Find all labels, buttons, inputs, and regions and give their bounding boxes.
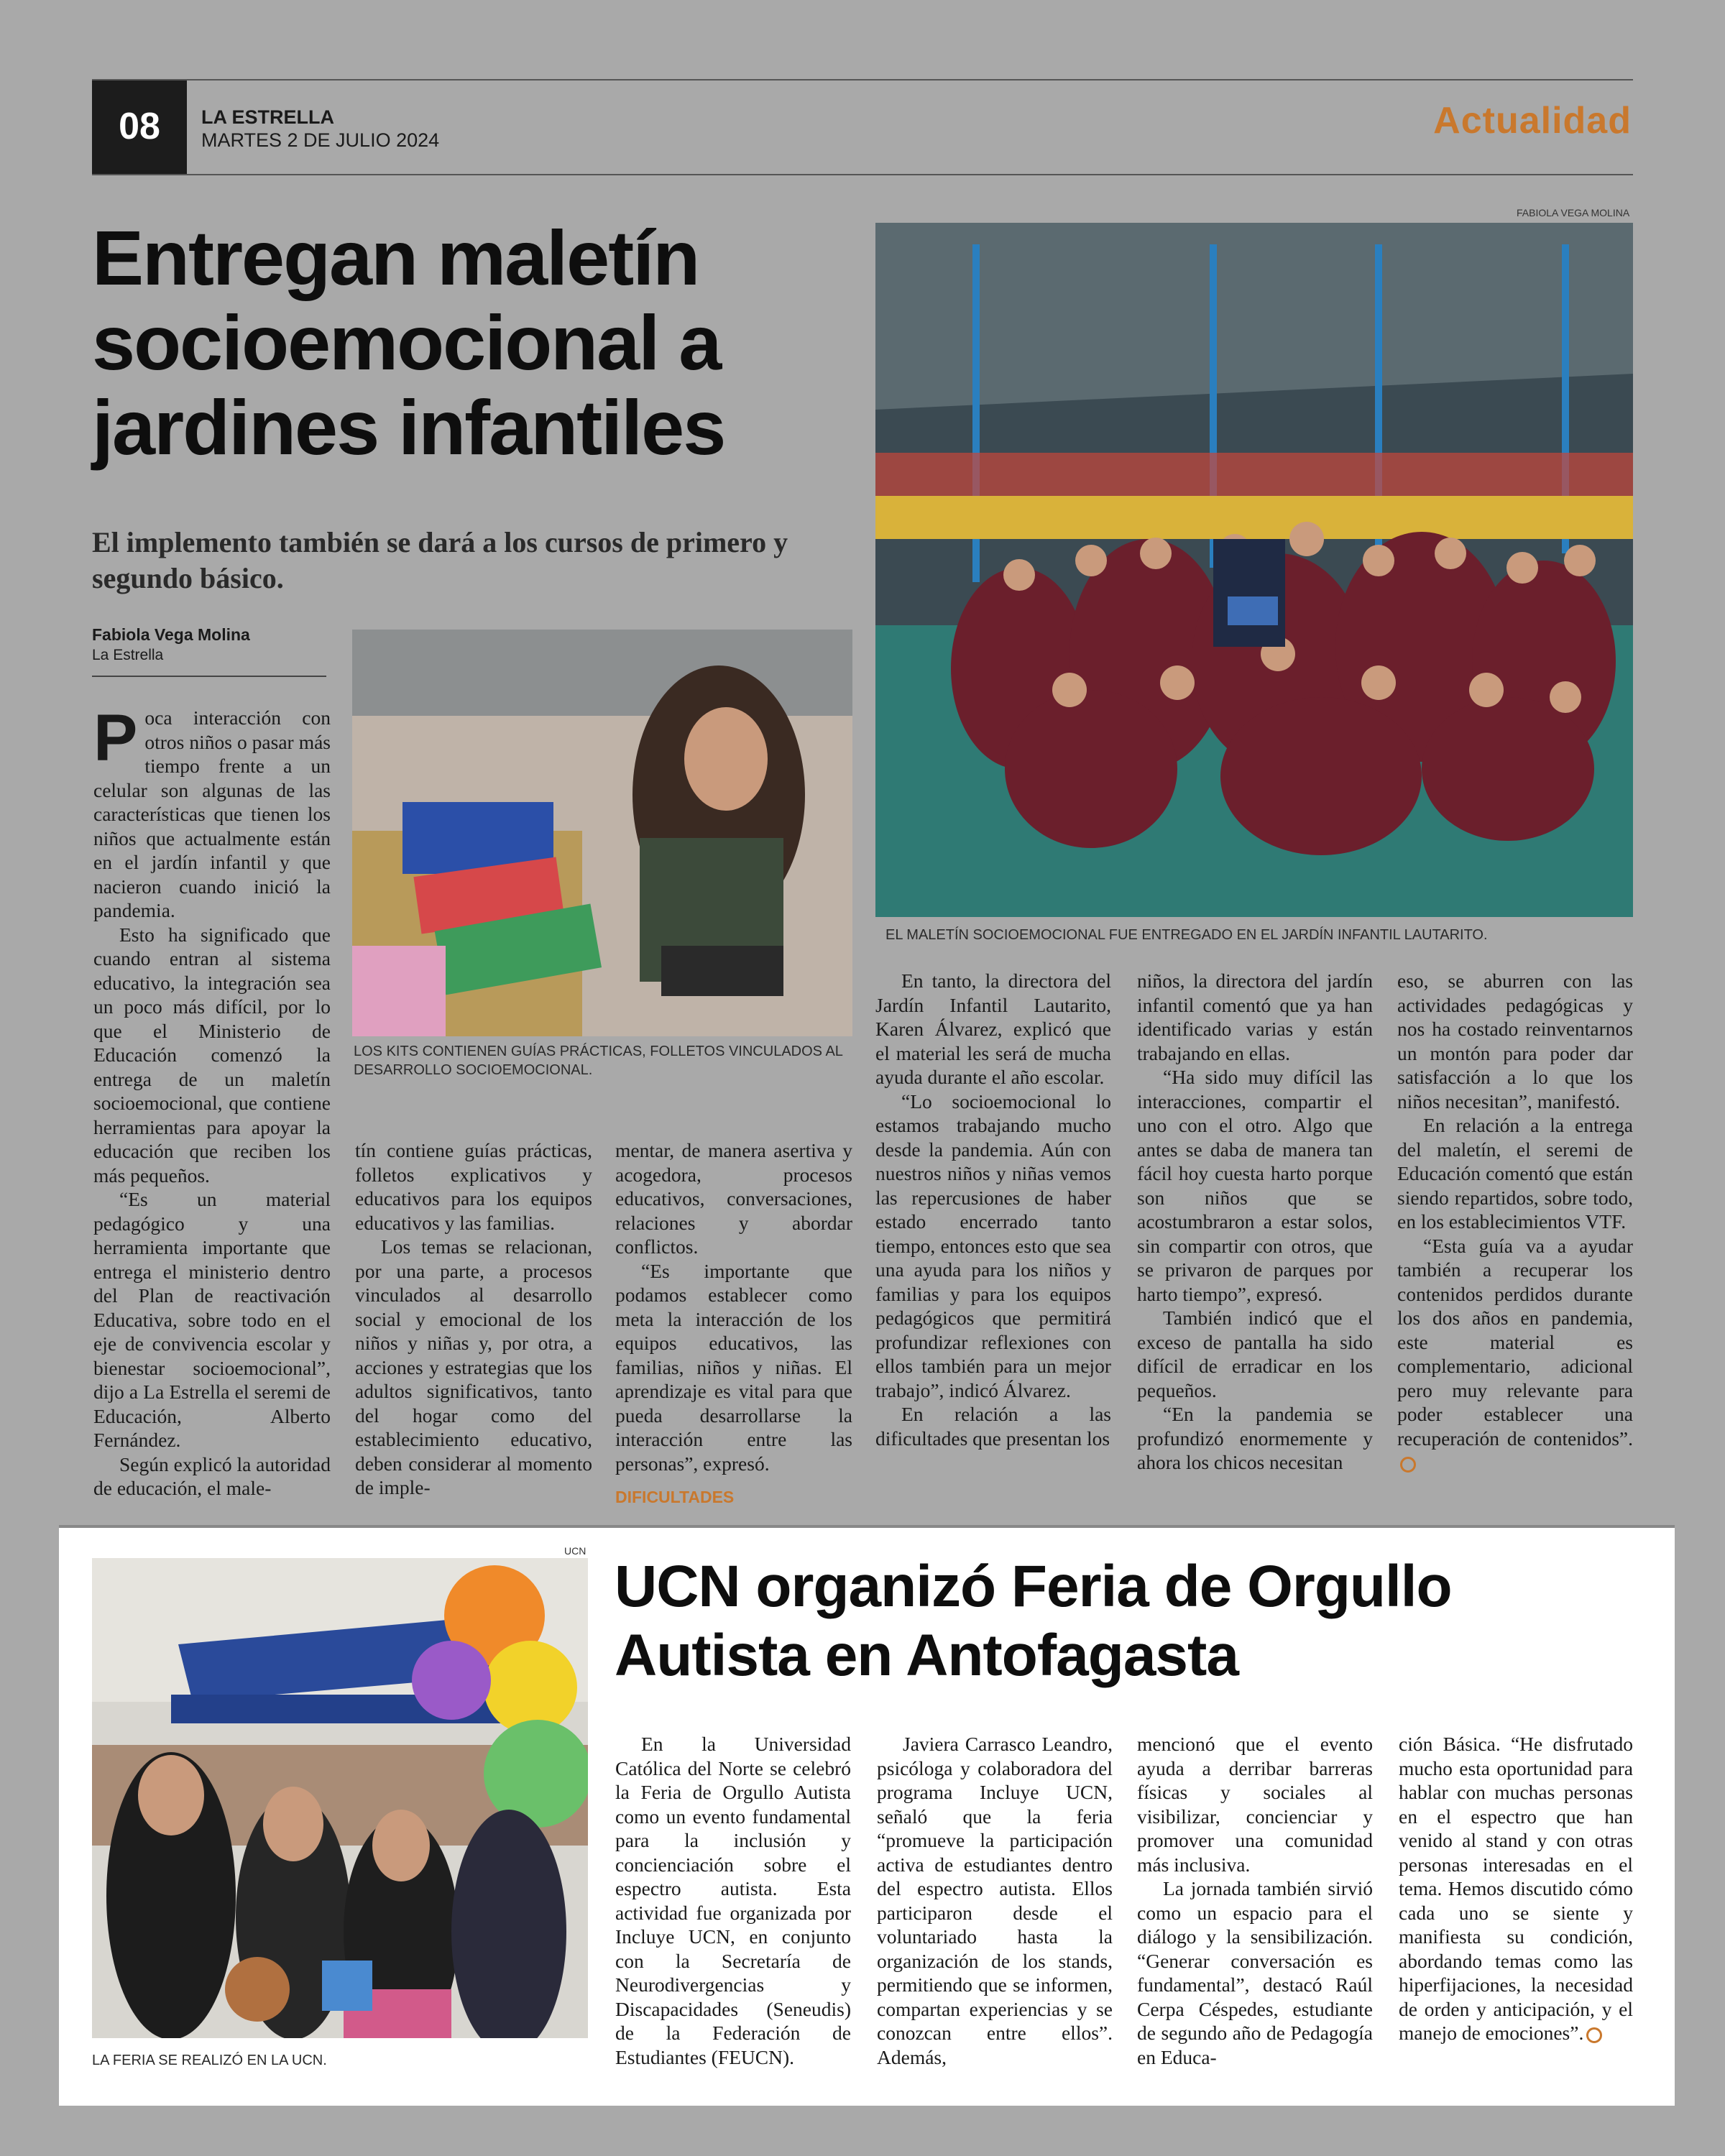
- paragraph: “Lo socioemocional lo estamos trabajando mucho desde la pandemia. Aún con nuestros niños y niñas vemos las repercusiones de haber estado encerrado tanto tiempo, entonces esto que sea una ayuda para los niños y familias y para los equipos pedagógicos que permitirá profundizar reflexiones con ellos también para un mejor trabajo”, indicó Álvarez.: [875, 1089, 1111, 1401]
- paragraph: “Esta guía va a ayudar también a recuperar los contenidos perdidos durante los dos años en pandemia, este material es complementario, adicional pero muy relevante para poder establecer una recuperación de contenidos”.: [1397, 1234, 1633, 1450]
- headline-line: UCN organizó Feria de Orgullo: [615, 1554, 1452, 1619]
- paragraph: “Ha sido muy difícil las interacciones, compartir el uno con el otro. Algo que antes se daba de manera tan fácil hoy cuesta harto porque son niños que se acostumbraron a estar solos, sin compartir con otros, que se privaron de parques por harto tiempo”, expresó.: [1137, 1066, 1373, 1305]
- photo-credit: FABIOLA VEGA MOLINA: [1517, 207, 1630, 218]
- paragraph: eso, se aburren con las actividades pedagógicas y nos ha costado reinventarnos un montón para poder dar satisfacción a lo que los niños necesitan”, manifestó.: [1397, 969, 1633, 1112]
- sidebar-column-1: [615, 1732, 851, 2069]
- paragraph: “En la pandemia se profundizó enormemente y ahora los chicos necesitan: [1137, 1403, 1373, 1473]
- end-mark-icon: [1400, 1457, 1416, 1473]
- drop-cap: P: [93, 701, 138, 775]
- paragraph: En la Universidad Católica del Norte se celebró la Feria de Orgullo Autista como un evento fundamental para la inclusión y concienciación sobre el espectro autista. Esta actividad fue organizada por Incluye UCN, en conjunto con la Secretaría de Neurodivergencias y Discapacidades (Seneudis) de la Federación de Estudiantes (FEUCN).: [615, 1733, 851, 2068]
- issue-date: MARTES 2 DE JULIO 2024: [201, 129, 440, 151]
- paragraph: niños, la directora del jardín infantil comentó que ya han identificado varias y están trabajando en ellas.: [1137, 969, 1373, 1064]
- author-org: La Estrella: [92, 647, 164, 663]
- paragraph: Esto ha significado que cuando entran al sistema educativo, la integración sea un poco más difícil, por lo que el Ministerio de Educación comenzó la entrega de un maletín socioemocional, que contiene herramientas para apoyar la educación que reciben los más pequeños.: [93, 923, 331, 1187]
- paragraph: También indicó que el exceso de pantalla ha sido difícil de erradicar en los pequeños.: [1137, 1307, 1373, 1401]
- paragraph: En relación a la entrega del maletín, el seremi de Educación comentó que están siendo repartidos, sobre todo, en los establecimientos VTF.: [1397, 1114, 1633, 1233]
- article-column-4: [875, 969, 1111, 1450]
- paragraph: tín contiene guías prácticas, folletos explicativos y educativos para los equipos educativos y las familias.: [355, 1139, 592, 1234]
- article-headline: [92, 216, 840, 470]
- newspaper-name: LA ESTRELLA: [201, 106, 334, 128]
- paragraph: En tanto, la directora del Jardín Infantil Lautarito, Karen Álvarez, explicó que el material les será de mucha ayuda durante el año escolar.: [875, 969, 1111, 1088]
- author-name: Fabiola Vega Molina: [92, 625, 250, 644]
- section-subtitle: DIFICULTADES: [615, 1488, 735, 1506]
- paragraph: Los temas se relacionan, por una parte, a procesos vinculados al desarrollo social y emocional de los niños y niñas y, por otra, a acciones y estrategias que los adultos significativos, tanto del hogar como del establecimiento educativo, deben considerar al momento de imple-: [355, 1235, 592, 1498]
- feria-photo: [92, 1558, 588, 2038]
- photo-caption: EL MALETÍN SOCIOEMOCIONAL FUE ENTREGADO EN EL JARDÍN INFANTIL LAUTARITO.: [886, 927, 1488, 943]
- top-rule: [92, 79, 1633, 80]
- paragraph: mencionó que el evento ayuda a derribar barreras físicas y sociales al visibilizar, concienciar y promover una comunidad más inclusiva.: [1137, 1733, 1373, 1876]
- section-label: Actualidad: [1433, 100, 1632, 142]
- group-photo: [875, 223, 1633, 917]
- headline-line: jardines infantiles: [92, 384, 725, 471]
- box-top-rule: [59, 1525, 1675, 1528]
- paragraph: Según explicó la autoridad de educación, el male-: [93, 1452, 331, 1499]
- paragraph: oca interacción con otros niños o pasar más tiempo frente a un celular son algunas de las características que tienen los niños que actualmente están en el jardín infantil y que nacieron cuando inició la pandemia.: [93, 706, 331, 921]
- paragraph: “Es importante que podamos establecer como meta la interacción de los equipos educativos, las familias, niños y niñas. El aprendizaje es vital para que pueda desarrollarse la interacción entre las personas”, expresó.: [615, 1259, 852, 1475]
- masthead-rule: [92, 174, 1633, 175]
- paragraph: Javiera Carrasco Leandro, psicóloga y colaboradora del programa Incluye UCN, señaló que la feria “promueve la participación activa de estudiantes dentro del espectro autista. Ellos participaron desde el voluntariado hasta la organización de los stands, permitiendo que se informen, compartan experiencias y se conozcan entre ellos”. Además,: [877, 1733, 1113, 2068]
- end-mark-icon: [1586, 2027, 1602, 2043]
- article-subhead: El implemento también se dará a los cursos de primero y segundo básico.: [92, 526, 788, 594]
- feria-caption: LA FERIA SE REALIZÓ EN LA UCN.: [92, 2053, 327, 2068]
- kits-caption: LOS KITS CONTIENEN GUÍAS PRÁCTICAS, FOLLETOS VINCULADOS AL DESARROLLO SOCIOEMOCIONAL.: [354, 1044, 843, 1078]
- headline-line: Entregan maletín: [92, 214, 699, 301]
- paragraph: En relación a las dificultades que presentan los: [875, 1403, 1111, 1450]
- paragraph: La jornada también sirvió como un espacio para el diálogo y la sensibilización. “Generar conversación es fundamental”, destacó Raúl Cerpa Céspedes, estudiante de segundo año de Pedagogía en Educa-: [1137, 1877, 1373, 2068]
- kits-photo: [352, 630, 852, 1036]
- article-column-1: [93, 701, 331, 1501]
- article-column-5: [1137, 969, 1373, 1475]
- byline-rule: [92, 676, 326, 677]
- article-column-3: [615, 1138, 852, 1510]
- photo-credit: UCN: [564, 1545, 586, 1557]
- paragraph: ción Básica. “He disfrutado mucho esta oportunidad para hablar con muchas personas en el espectro que han venido al stand y con otras personas interesadas en el tema. Hemos discutido cómo cada uno se siente y manifiesta su condición, abordando temas como las hiperfijaciones, la necesidad de orden y anticipación, y el manejo de emociones”.: [1399, 1733, 1633, 2044]
- headline-line: socioemocional a: [92, 299, 721, 386]
- sidebar-column-4: [1399, 1732, 1633, 2045]
- paragraph: mentar, de manera asertiva y acogedora, procesos educativos, conversaciones, relaciones y abordar conflictos.: [615, 1139, 852, 1258]
- paragraph: “Es un material pedagógico y una herramienta importante que entrega el ministerio dentro del Plan de reactivación Educativa, sobre todo en el eje de convivencia escolar y bienestar socioemocional”, dijo a La Estrella el seremi de Educación, Alberto Fernández.: [93, 1188, 331, 1451]
- sidebar-column-3: [1137, 1732, 1373, 2069]
- article-column-6: [1397, 969, 1633, 1475]
- headline-line: Autista en Antofagasta: [615, 1623, 1238, 1688]
- sidebar-column-2: [877, 1732, 1113, 2069]
- sidebar-headline: [615, 1552, 1621, 1690]
- page-number: 08: [92, 79, 187, 174]
- article-column-2: [355, 1138, 592, 1500]
